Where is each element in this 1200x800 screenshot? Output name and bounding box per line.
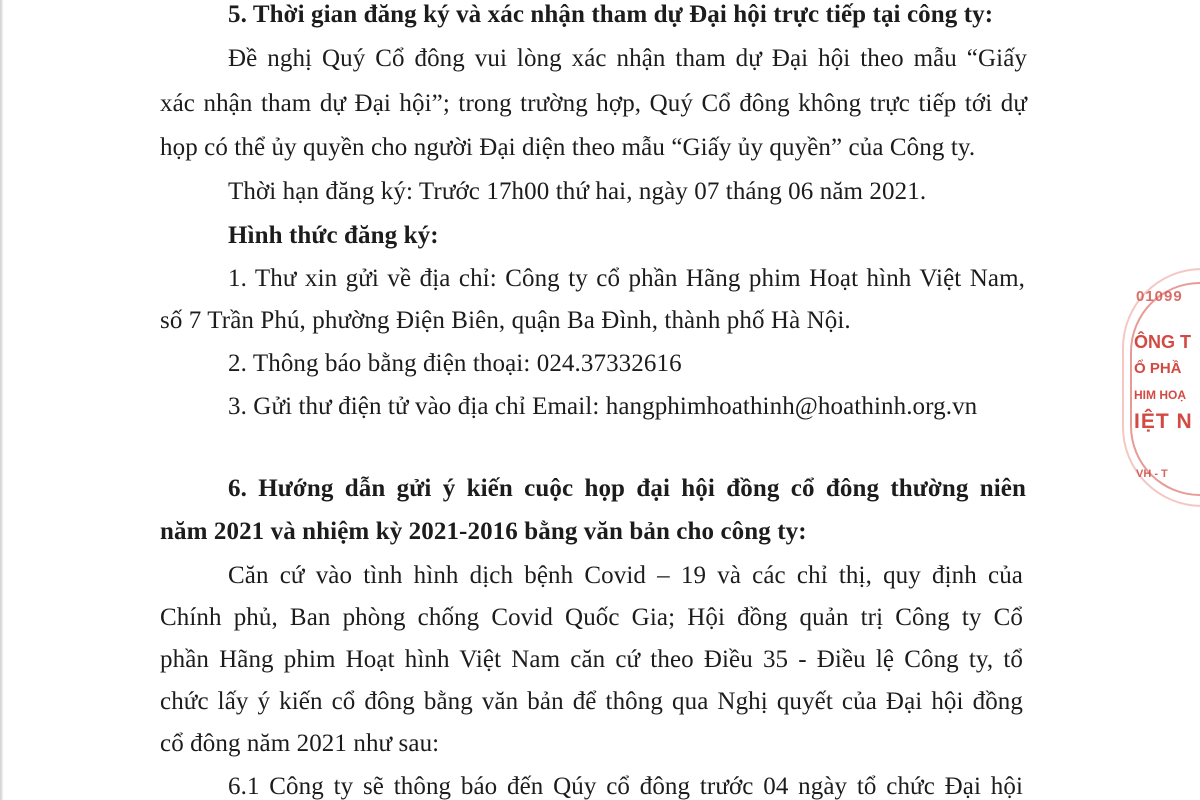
registration-deadline: Thời hạn đăng ký: Trước 17h00 thứ hai, ngày 07 tháng 06 năm 2021. (228, 178, 927, 205)
stamp-text-line-1: 01099 (1136, 288, 1183, 305)
section-5-paragraph-line-2: xác nhận tham dự Đại hội”; trong trường hợp, Quý Cổ đông không trực tiếp tới dự (160, 90, 1027, 117)
section-6-paragraph-line-3: phần Hãng phim Hoạt hình Việt Nam căn cứ theo Điều 35 - Điều lệ Công ty, tổ (160, 646, 1023, 673)
section-5-paragraph-line-3: họp có thể ủy quyền cho người Đại diện theo mẫu “Giấy ủy quyền” của Công ty. (160, 134, 976, 161)
registration-item-1-line-1: 1. Thư xin gửi về địa chỉ: Công ty cổ phần Hãng phim Hoạt hình Việt Nam, (228, 265, 1025, 292)
section-6-paragraph-line-5: cổ đông năm 2021 như sau: (160, 730, 440, 757)
registration-form-heading: Hình thức đăng ký: (228, 222, 439, 249)
section-5-heading: 5. Thời gian đăng ký và xác nhận tham dự Đại hội trực tiếp tại công ty: (228, 1, 994, 28)
registration-item-2-phone: 2. Thông báo bằng điện thoại: 024.37332616 (228, 350, 682, 377)
registration-item-3-email: 3. Gửi thư điện tử vào địa chỉ Email: hangphimhoathinh@hoathinh.org.vn (228, 393, 978, 420)
stamp-text-line-2: ÔNG T (1134, 332, 1191, 352)
stamp-text-line-5: IỆT N (1134, 410, 1193, 433)
section-6-heading-line-2: năm 2021 và nhiệm kỳ 2021-2016 bằng văn bản cho công ty: (160, 518, 807, 545)
section-6-paragraph-line-4: chức lấy ý kiến cổ đông bằng văn bản để thông qua Nghị quyết của Đại hội đồng (160, 688, 1023, 715)
section-5-paragraph-line-1: Đề nghị Quý Cổ đông vui lòng xác nhận tham dự Đại hội theo mẫu “Giấy (228, 45, 1027, 72)
company-stamp (1112, 268, 1200, 508)
section-6-item-6-1: 6.1 Công ty sẽ thông báo đến Qúy cổ đông trước 04 ngày tổ chức Đại hội (228, 773, 1023, 800)
section-6-paragraph-line-2: Chính phủ, Ban phòng chống Covid Quốc Gia; Hội đồng quản trị Công ty Cổ (160, 604, 1023, 631)
stamp-text-line-6: VH - T (1136, 468, 1168, 480)
stamp-text-line-3: Ổ PHẦ (1134, 360, 1182, 377)
registration-item-1-line-2: số 7 Trần Phú, phường Điện Biên, quận Ba Đình, thành phố Hà Nội. (160, 307, 851, 334)
stamp-text-line-4: HIM HOẠ (1134, 388, 1186, 402)
section-6-paragraph-line-1: Căn cứ vào tình hình dịch bệnh Covid – 19 và các chỉ thị, quy định của (228, 562, 1023, 589)
section-6-heading-line-1: 6. Hướng dẫn gửi ý kiến cuộc họp đại hội đồng cổ đông thường niên (228, 475, 1026, 502)
